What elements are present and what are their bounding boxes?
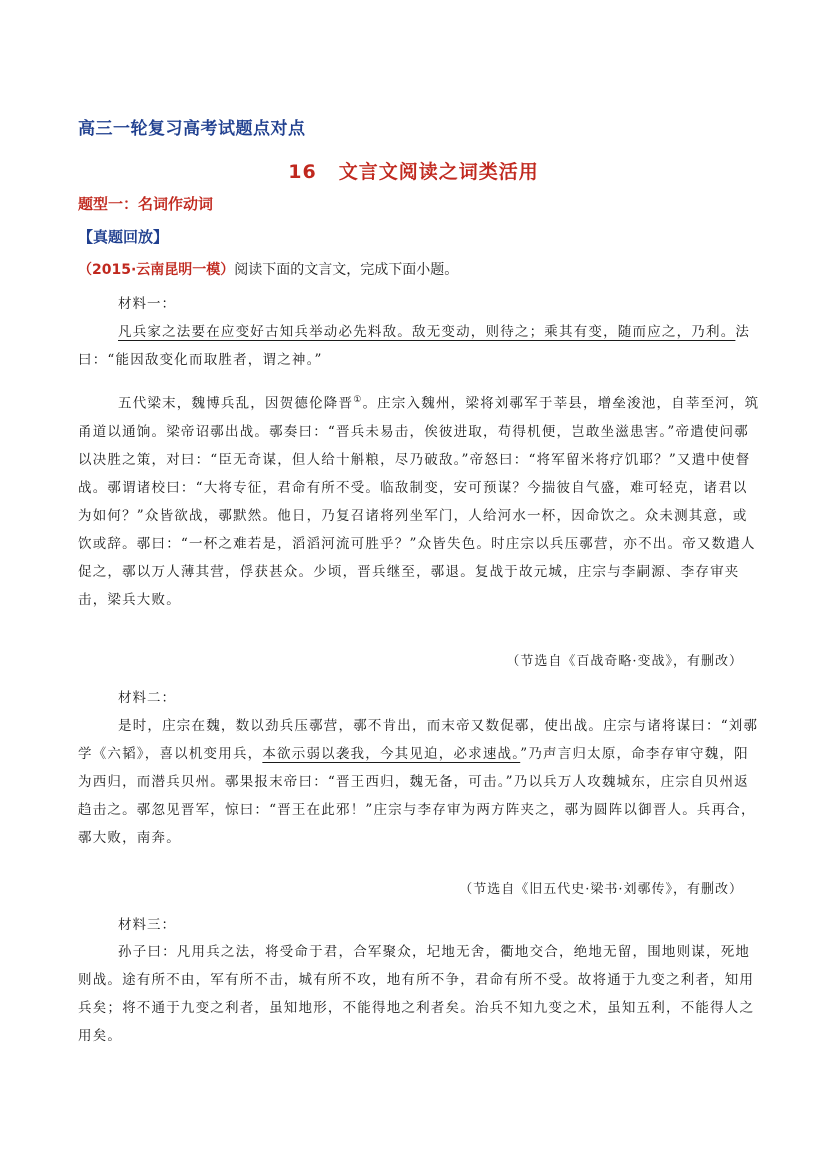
section-label: 【真题回放】 [78, 228, 169, 246]
intro-line [78, 259, 458, 279]
material2-source-note: （节选自《旧五代史·梁书·刘鄩传》，有删改） [459, 882, 743, 897]
material1-p2-line7: 促之，鄩以万人薄其营，俘获甚众。少顷，晋兵继至，鄩退。复战于故元城，庄宗与李嗣源、李存审夹 [78, 563, 740, 580]
material2-line2: 学《六韬》，喜以机变用兵，本欲示弱以袭我，今其见迫，必求速战。”乃声言归太原，命李存审守魏，阳 [78, 746, 749, 762]
material3-line3: 兵矣；将不通于九变之利者，虽知地形，不能得地之利者矣。治兵不知九变之术，虽知五利，不能得人之 [78, 1000, 755, 1016]
instruction-text: 阅读下面的文言文，完成下面小题。 [234, 262, 459, 278]
footnote-mark: ① [353, 395, 363, 405]
material2-line1: 是时，庄宗在魏，数以劲兵压鄩营，鄩不肯出，而末帝又数促鄩，使出战。庄宗与诸将谋曰：“刘鄩 [118, 718, 759, 734]
material2-label: 材料二： [118, 690, 176, 706]
material3-line4: 用矣。 [78, 1028, 123, 1044]
material2-line3: 为西归，而潜兵贝州。鄩果报末帝曰：“晋王西归，魏无备，可击。”乃以兵万人攻魏城东，庄宗自贝州返 [78, 774, 749, 790]
material1-p2-line1: 五代梁末，魏博兵乱，因贺德伦降晋①。庄宗入魏州，梁将刘鄩军于莘县，增垒浚池，自莘至河，筑 [118, 395, 760, 412]
material1-p2-line6: 饮或辞。鄩曰：“一杯之难若是，滔滔河流可胜乎？”众皆失色。时庄宗以兵压鄩营，亦不出。帝又数遣人 [78, 535, 756, 552]
material1-p2-line4: 战。鄩谓诸校曰：“大将专征，君命有所不受。临敌制变，安可预谋？今揣彼自气盛，难可轻克，诸君以 [78, 479, 748, 496]
material1-source-note: （节选自《百战奇略·变战》，有删改） [506, 654, 743, 669]
chapter-title [0, 157, 827, 184]
exam-source: （2015·云南昆明一模） [78, 262, 235, 278]
material1-p2-line8: 击，梁兵大败。 [78, 591, 181, 608]
material1-underlined-sentence: 凡兵家之法要在应变好古知兵举动必先料敌。敌无变动，则待之；乘其有变，随而应之，乃利。 [118, 324, 736, 340]
chapter-title-text: 文言文阅读之词类活用 [338, 161, 539, 183]
chapter-number: 16 [288, 161, 317, 183]
material2-line4: 趋击之。鄩忽见晋军，惊曰：“晋王在此邪！”庄宗与李存审为两方阵夹之，鄩为圆阵以御晋人。兵再合， [78, 802, 756, 818]
material1-p1-line2: 曰：“能因敌变化而取胜者，谓之神。” [78, 352, 323, 368]
material2-line5: 鄩大败，南奔。 [78, 830, 181, 846]
material2-underlined-sentence: 本欲示弱以袭我，今其见迫，必求速战。 [262, 746, 521, 762]
material3-paragraph [78, 938, 755, 1050]
question-type-heading: 题型一：名词作动词 [78, 195, 214, 213]
material3-label: 材料三： [118, 917, 176, 933]
material1-p2-line5: 为如何？”众皆欲战，鄩默然。他日，乃复召诸将列坐军门，人给河水一杯，因命饮之。众未测其意，或 [78, 507, 748, 524]
material1-paragraph1 [78, 318, 751, 374]
material1-label: 材料一： [118, 296, 176, 312]
material1-paragraph2 [78, 386, 760, 614]
material1-p2-line2: 甬道以通饷。梁帝诏鄩出战。鄩奏曰：“晋兵未易击，俟彼进取，苟得机便，岂敢坐滋患害。”帝遣使问鄩 [78, 423, 749, 440]
material1-p1-line1: 凡兵家之法要在应变好古知兵举动必先料敌。敌无变动，则待之；乘其有变，随而应之，乃利。法 [118, 324, 751, 340]
series-title: 高三一轮复习高考试题点对点 [78, 119, 306, 139]
material2-paragraph [78, 712, 759, 852]
material1-p2-line3: 以决胜之策，对曰：“臣无奇谋，但人给十斛粮，尽乃破敌。”帝怒曰：“将军留米将疗饥耶？”又遣中使督 [78, 451, 751, 468]
material3-line1: 孙子曰：凡用兵之法，将受命于君，合军聚众，圮地无舍，衢地交合，绝地无留，围地则谋，死地 [118, 944, 751, 960]
material3-line2: 则战。途有所不由，军有所不击，城有所不攻，地有所不争，君命有所不受。故将通于九变之利者，知用 [78, 972, 755, 988]
